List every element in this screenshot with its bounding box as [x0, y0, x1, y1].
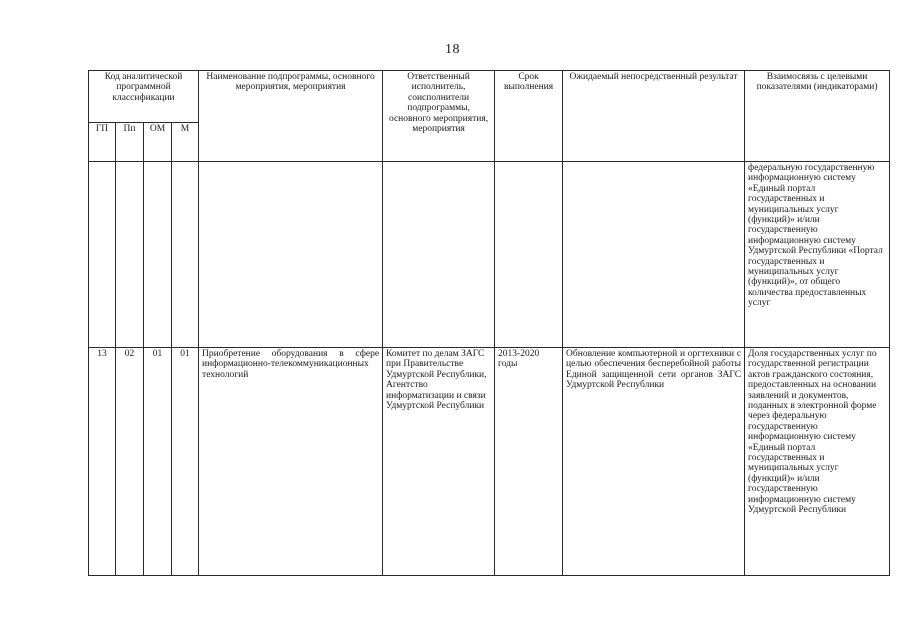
header-name: Наименование подпрограммы, основного мероприятия, мероприятия — [199, 71, 383, 162]
header-om: ОМ — [144, 123, 172, 162]
cell-pp — [116, 162, 144, 348]
cell-relation: Доля государственных услуг по государственной регистрации актов гражданского состояния, предоставленных на основании заявлений и документов, поданных в электронной форме через федеральную государственную информационную систему «Единый портал государственных и муниципальных услуг (функций)» и/или государственную информационную систему Удмуртской Республики — [745, 348, 890, 576]
table-row — [89, 162, 890, 348]
cell-om — [144, 162, 172, 348]
header-row — [89, 71, 890, 123]
cell-executor: Комитет по делам ЗАГС при Правительстве Удмуртской Республики, Агентство информатизации и связи Удмуртской Республики — [383, 348, 495, 576]
cell-gp — [89, 162, 116, 348]
header-executor: Ответственный исполнитель, соисполнители подпрограммы, основного мероприятия, мероприятия — [383, 71, 495, 162]
program-table — [88, 70, 890, 576]
header-term: Срок выполнения — [495, 71, 563, 162]
cell-result: Обновление компьютерной и оргтехники с целью обеспечения бесперебойной работы Единой защищенной сети органов ЗАГС Удмуртской Республики — [563, 348, 745, 576]
header-result: Ожидаемый непосредственный результат — [563, 71, 745, 162]
header-relation: Взаимосвязь с целевыми показателями (индикаторами) — [745, 71, 890, 162]
cell-name — [199, 162, 383, 348]
cell-relation: федеральную государственную информационную систему «Единый портал государственных и муниципальных услуг (функций)» и/или государственную информационную систему Удмуртской Республики «Портал государственных и муниципальных услуг (функций)», от общего количества предоставленных услуг — [745, 162, 890, 348]
cell-result — [563, 162, 745, 348]
header-code-group: Код аналитической программной классификации — [89, 71, 199, 123]
header-pp: Пп — [116, 123, 144, 162]
header-m: М — [172, 123, 199, 162]
cell-m — [172, 162, 199, 348]
cell-gp: 13 — [89, 348, 116, 576]
header-gp: ГП — [89, 123, 116, 162]
cell-m: 01 — [172, 348, 199, 576]
page-number: 18 — [445, 42, 460, 57]
cell-executor — [383, 162, 495, 348]
cell-term: 2013-2020 годы — [495, 348, 563, 576]
table-row — [89, 348, 890, 576]
cell-term — [495, 162, 563, 348]
cell-pp: 02 — [116, 348, 144, 576]
cell-om: 01 — [144, 348, 172, 576]
cell-name: Приобретение оборудования в сфере информационно-телекоммуникационных технологий — [199, 348, 383, 576]
